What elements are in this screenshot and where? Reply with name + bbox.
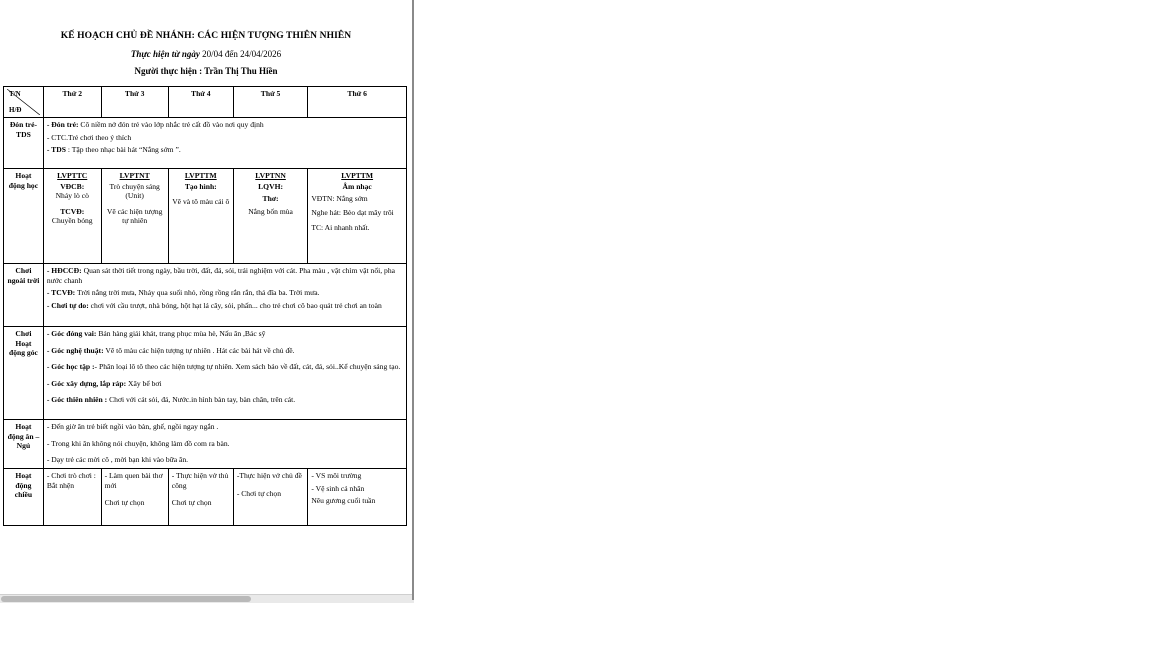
cell-hdh-thu <box>233 169 308 264</box>
cell-hdh-mon <box>43 169 101 264</box>
date-range: 20/04 đến 24/04/2026 <box>202 49 282 60</box>
cell-body: Nhảy lò cò <box>55 191 89 201</box>
date-label: Thực hiện từ ngày <box>130 49 200 60</box>
cell-hdc-mon: - Chơi trò chơi : Bắt nhện <box>43 469 101 526</box>
cell-subhead: LVPTNT <box>119 171 150 181</box>
corner-label-bottom: H/Đ <box>9 105 22 114</box>
scrollbar-thumb[interactable] <box>1 596 251 602</box>
table-row <box>4 169 407 264</box>
column-header-fri: Thứ 6 <box>308 87 407 118</box>
cell-body: Vẽ và tô màu cái ô <box>172 197 230 207</box>
cell-body: Vẽ các hiện tượng tự nhiên <box>106 206 163 226</box>
cell-hdc-fri: - VS môi trường - Vệ sinh cá nhân Nêu gương cuối tuần <box>308 469 407 526</box>
row-header-an-ngu: Hoạt động ăn – Ngủ <box>4 420 44 469</box>
cell-title: Trò chuyện sáng (Unit) <box>109 181 160 201</box>
cell-subhead: LVPTTC <box>57 171 88 181</box>
line-2: - Trong khi ăn không nói chuyện, không làm đồ com ra bàn. <box>46 438 230 448</box>
column-header-wed: Thứ 4 <box>168 87 233 118</box>
table-corner-cell <box>4 87 44 118</box>
pane-divider <box>412 0 414 600</box>
document-author: Người thực hiện : Trần Thị Thu Hiền <box>134 66 278 77</box>
document-pane <box>0 0 412 600</box>
cell-subhead: LVPTNN <box>255 171 286 181</box>
row-content-choi-ngoai-troi: - HĐCCĐ: Quan sát thời tiết trong ngày, bầu trời, đất, đá, sỏi, trái nghiệm với cát. Pha màu , vật chìm vật nổi, pha nước chanh - TCVĐ: Trời nắng trời mưa, Nhảy qua suối nhỏ, rồng rồng rắn rắn, thả đĩa ba. Trời mưa. - Chơi tự do: chơi với cầu trượt, nhà bóng, hột hạt lá cây, sỏi, phấn... cho trẻ chơi cô bao quát trẻ chơi an toàn <box>43 264 406 327</box>
document-header <box>0 0 412 76</box>
cell-hdc-wed: - Thực hiện vở thủ công Chơi tự chọn <box>168 469 233 526</box>
table-row <box>4 420 407 469</box>
cell-subhead: LVPTTM <box>184 171 217 181</box>
column-header-thu: Thứ 5 <box>233 87 308 118</box>
cell-title: LQVH: <box>258 181 284 191</box>
cell-title-2: TCVĐ: <box>60 206 85 216</box>
table-row <box>4 469 407 526</box>
cell-hdh-wed <box>168 169 233 264</box>
row-header-don-tre: Đón trẻ- TDS <box>4 118 44 169</box>
cell-body: Nắng bốn mùa <box>248 206 293 216</box>
cell-hdc-thu: -Thực hiện vở chủ đề - Chơi tự chọn <box>233 469 308 526</box>
cell-body-3: TC: Ai nhanh nhất. <box>311 223 370 233</box>
cell-title: Âm nhạc <box>342 181 372 191</box>
page-title: KẾ HOẠCH CHỦ ĐỀ NHÁNH: CÁC HIỆN TƯỢNG THIÊN NHIÊN <box>60 31 352 41</box>
row-content-hoat-dong-goc: - Góc đóng vai: Bán hàng giải khát, trang phục mùa hè, Nấu ăn ,Bác sỹ - Góc nghệ thuật: Vẽ tô màu các hiện tượng tự nhiên . Hát các bài hát về chủ đề. - Góc học tập :- Phân loại lô tô theo các hiện tượng tự nhiên. Xem sách báo về đất, cát, đá, sỏi..Kể chuyện sáng tạo. - Góc xây dựng, lắp ráp: Xây bể bơi - Góc thiên nhiên : Chơi với cát sỏi, đá, Nước.in hình bàn tay, bàn chân, trên cát. <box>43 327 406 420</box>
table-row <box>4 327 407 420</box>
table-row <box>4 264 407 327</box>
row-header-hoat-dong-goc: Chơi Hoạt động góc <box>4 327 44 420</box>
document-date-line <box>0 49 412 59</box>
cell-hdh-tue <box>101 169 168 264</box>
cell-hdc-tue: - Làm quen bài thơ mới Chơi tự chọn <box>101 469 168 526</box>
horizontal-scrollbar[interactable] <box>0 594 414 603</box>
cell-title-2: Thơ: <box>262 194 279 204</box>
row-content-don-tre: - Đón trẻ: Cô niềm nở đón trẻ vào lớp nhắc trẻ cất đồ vào nơi quy định - CTC.Trẻ chơi theo ý thích - TDS : Tập theo nhạc bài hát “Nắng sớm ”. <box>43 118 406 169</box>
table-row <box>4 118 407 169</box>
weekly-plan-table <box>3 86 407 526</box>
cell-body-2: Nghe hát: Bèo dạt mây trôi <box>311 207 394 217</box>
row-header-hoat-dong-hoc: Hoạt động học <box>4 169 44 264</box>
line-3: - Dạy trẻ các mời cô , mời bạn khi vào bữa ăn. <box>46 455 189 465</box>
line-1: - Đến giờ ăn trẻ biết ngồi vào bàn, ghế, ngồi ngay ngắn . <box>46 422 219 432</box>
cell-body: VĐTN: Nắng sớm <box>311 194 368 204</box>
row-content-an-ngu <box>43 420 406 469</box>
column-header-mon: Thứ 2 <box>43 87 101 118</box>
cell-body-2: Chuyền bóng <box>51 216 93 226</box>
corner-label-top: T/N <box>9 90 21 99</box>
cell-subhead: LVPTTM <box>341 171 374 181</box>
cell-title: VĐCB: <box>60 181 85 191</box>
cell-title: Tạo hình: <box>184 181 217 191</box>
row-header-choi-ngoai-troi: Chơi ngoài trời <box>4 264 44 327</box>
column-header-tue: Thứ 3 <box>101 87 168 118</box>
row-header-hoat-dong-chieu: Hoạt động chiều <box>4 469 44 526</box>
cell-hdh-fri <box>308 169 407 264</box>
table-header-row <box>4 87 407 118</box>
